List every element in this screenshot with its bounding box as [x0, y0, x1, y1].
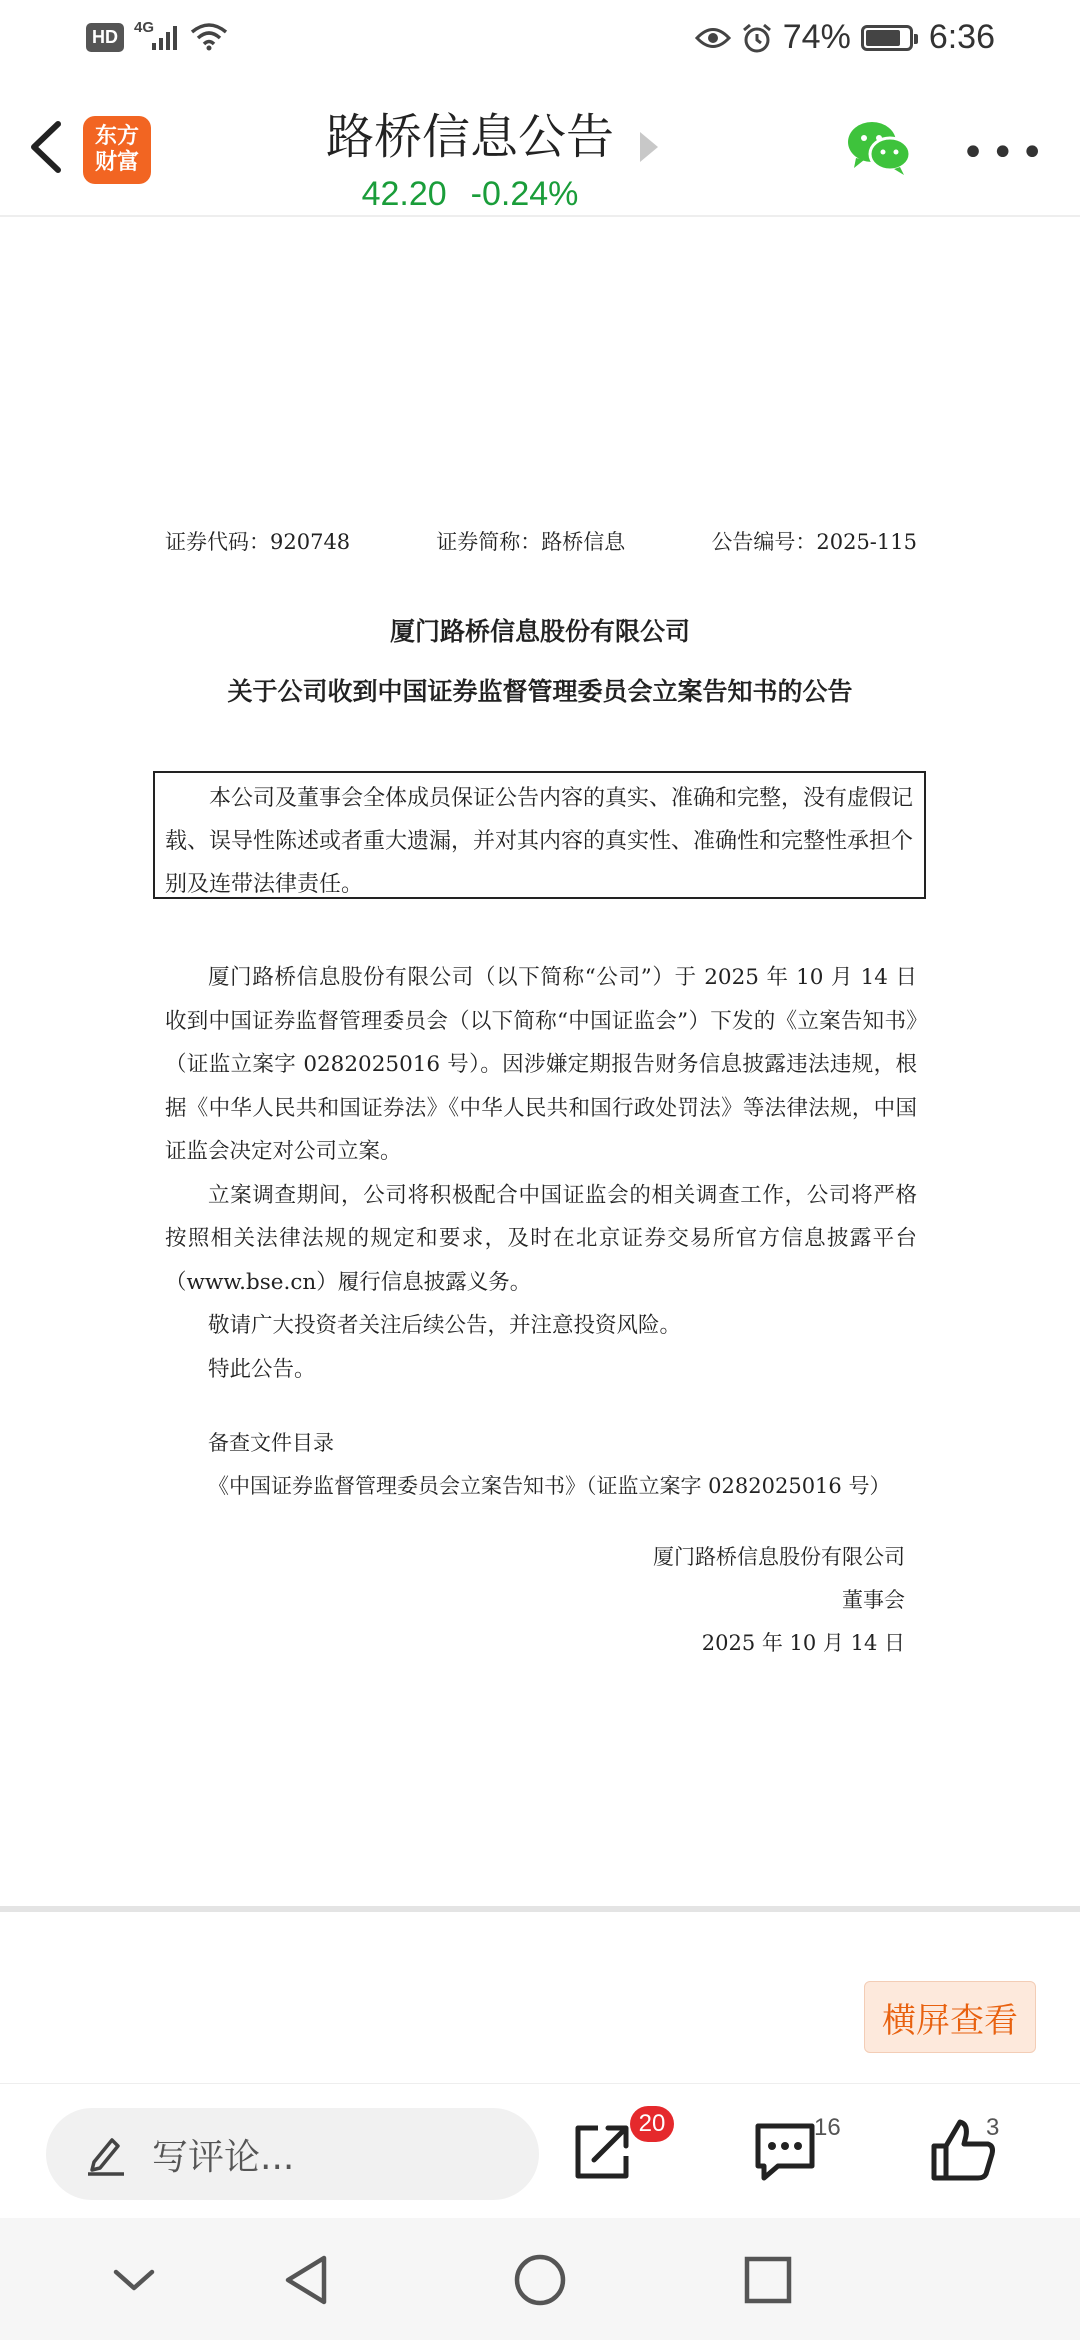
- page-title: 路桥信息公告: [325, 109, 614, 165]
- status-right: [695, 18, 995, 57]
- title-block: [0, 98, 1080, 214]
- paragraph: 特此公告。: [208, 1356, 316, 1382]
- eye-icon: [695, 25, 731, 51]
- sign-company: 厦门路桥信息股份有限公司: [653, 1545, 905, 1569]
- battery-percent: 74%: [782, 18, 851, 56]
- like-count: 3: [986, 2114, 1000, 2141]
- wechat-icon[interactable]: [846, 118, 912, 178]
- stock-quote[interactable]: [0, 175, 1080, 214]
- clock: 6:36: [928, 18, 995, 56]
- comment-placeholder: 写评论...: [152, 2136, 295, 2178]
- signature-block: [653, 1536, 905, 1665]
- doc-company-title: 厦门路桥信息股份有限公司: [389, 617, 690, 646]
- nav-recents-icon[interactable]: [738, 2250, 798, 2310]
- share-icon[interactable]: [568, 2116, 638, 2186]
- appendix-item: 《中国证券监督管理委员会立案告知书》（证监立案字 0282025016 号）: [208, 1474, 891, 1498]
- body-text: [165, 956, 917, 1391]
- more-menu-button[interactable]: •••: [961, 130, 1050, 176]
- header: [0, 80, 1080, 217]
- logo-line1: 东方: [94, 124, 139, 149]
- nav-back-icon[interactable]: [278, 2250, 338, 2310]
- announcement-document: [0, 216, 1080, 1906]
- meta-row: [165, 526, 917, 556]
- disclaimer-box: 本公司及董事会全体成员保证公告内容的真实、准确和完整，没有虚假记载、误导性陈述或者重大遗漏，并对其内容的真实性、准确性和完整性承担个别及连带法律责任。: [153, 771, 926, 899]
- landscape-view-button[interactable]: 横屏查看: [864, 1981, 1036, 2053]
- system-nav-bar: [0, 2218, 1080, 2340]
- paragraph: 立案调查期间，公司将积极配合中国证监会的相关调查工作，公司将严格按照相关法律法规的规定和要求，及时在北京证券交易所官方信息披露平台（www.bse.cn）履行信息披露义务。: [165, 1182, 917, 1295]
- paragraph: 厦门路桥信息股份有限公司（以下简称“公司”）于 2025 年 10 月 14 日收到中国证券监督管理委员会（以下简称“中国证监会”）下发的《立案告知书》（证监立案字 0282025016 号）。因涉嫌定期报告财务信息披露违法违规，根据《中华人民共和国证券法》《中华人民共和国行政处罚法》等法律法规，中国证监会决定对公司立案。: [165, 965, 917, 1164]
- network-type: 4G: [134, 18, 155, 36]
- comment-icon[interactable]: [750, 2116, 820, 2186]
- logo-line2: 财富: [94, 150, 139, 175]
- signal-icon: [150, 23, 180, 51]
- battery-icon: [861, 25, 913, 51]
- status-bar: [0, 0, 1080, 80]
- security-abbr: 证券简称：路桥信息: [436, 530, 626, 554]
- security-code: 证券代码：920748: [165, 530, 351, 554]
- announcement-number: 公告编号：2025-115: [711, 530, 917, 554]
- alarm-icon: [741, 22, 773, 54]
- hd-badge: HD: [86, 23, 124, 52]
- doc-main-title: 关于公司收到中国证券监督管理委员会立案告知书的公告: [227, 677, 853, 706]
- stock-change: -0.24%: [470, 175, 579, 213]
- appendix: [165, 1422, 917, 1508]
- chevron-down-icon[interactable]: [104, 2250, 164, 2310]
- wifi-icon: [190, 22, 228, 52]
- comment-input[interactable]: [46, 2108, 539, 2200]
- battery-fill: [866, 30, 900, 46]
- stock-price: 42.20: [361, 175, 447, 213]
- comment-count: 16: [814, 2114, 841, 2141]
- paragraph: 敬请广大投资者关注后续公告，并注意投资风险。: [208, 1313, 682, 1338]
- sign-board: 董事会: [842, 1588, 905, 1612]
- nav-home-icon[interactable]: [510, 2250, 570, 2310]
- play-arrow-icon[interactable]: [638, 130, 660, 164]
- divider: [0, 1906, 1080, 1912]
- pencil-icon: [86, 2132, 126, 2176]
- status-left: [86, 18, 228, 52]
- appendix-heading: 备查文件目录: [208, 1431, 334, 1455]
- action-bar: [0, 2083, 1080, 2219]
- share-count-badge: 20: [630, 2106, 674, 2142]
- sign-date: 2025 年 10 月 14 日: [701, 1631, 905, 1655]
